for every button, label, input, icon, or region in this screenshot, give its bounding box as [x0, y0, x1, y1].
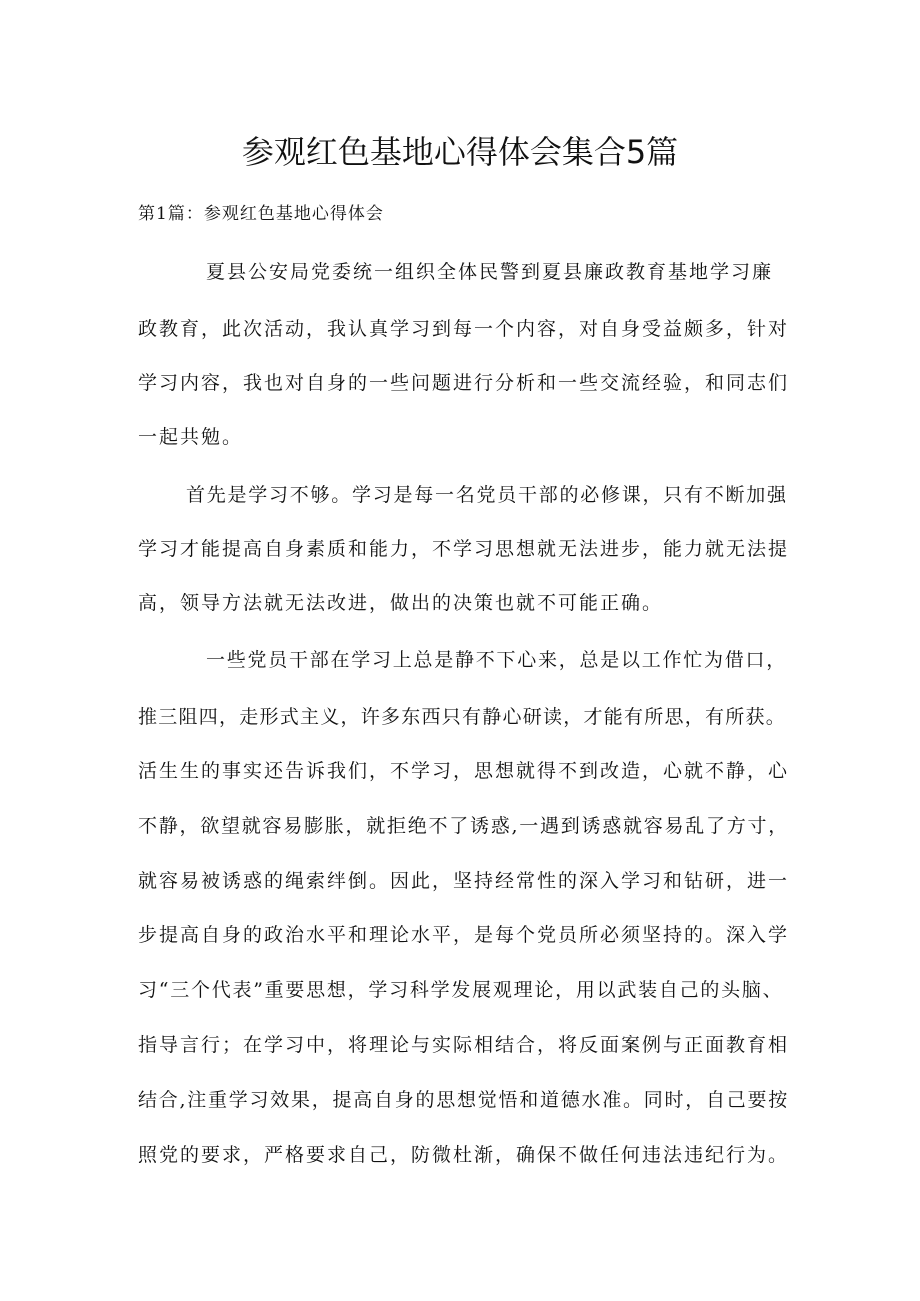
paragraph-line: 不静，欲望就容易膨胀，就拒绝不了诱惑,一遇到诱惑就容易乱了方寸， [138, 815, 790, 837]
paragraph-line: 习“三个代表”重要思想，学习科学发展观理论，用以武装自己的头脑、 [138, 979, 784, 1001]
paragraph-line: 高，领导方法就无法改进，做出的决策也就不可能正确。 [138, 592, 664, 614]
paragraph-line: 学习内容，我也对自身的一些问题进行分析和一些交流经验，和同志们 [138, 372, 790, 394]
paragraph-line: 推三阻四，走形式主义，许多东西只有静心研读，才能有所思，有所获。 [138, 706, 787, 728]
paragraph-line: 学习才能提高自身素质和能力，不学习思想就无法进步，能力就无法提 [138, 538, 790, 560]
paragraph-line: 活生生的事实还告诉我们，不学习，思想就得不到改造，心就不静，心 [138, 760, 790, 782]
paragraph-line: 一起共勉。 [138, 426, 244, 448]
paragraph-line: 首先是学习不够。学习是每一名党员干部的必修课，只有不断加强 [186, 484, 788, 506]
paragraph-line: 步提高自身的政治水平和理论水平，是每个党员所必须坚持的。深入学 [138, 924, 790, 946]
section-heading: 第1篇：参观红色基地心得体会 [138, 204, 384, 224]
paragraph-line: 照党的要求，严格要求自己，防微杜渐，确保不做任何违法违纪行为。 [138, 1144, 790, 1166]
paragraph-line: 就容易被诱惑的绳索绊倒。因此，坚持经常性的深入学习和钻研，进一 [138, 870, 790, 892]
paragraph-line: 夏县公安局党委统一组织全体民警到夏县廉政教育基地学习廉 [206, 261, 774, 283]
paragraph-line: 一些党员干部在学习上总是静不下心来，总是以工作忙为借口， [206, 649, 788, 671]
document-title: 参观红色基地心得体会集合5篇 [241, 133, 679, 171]
paragraph-line: 结合,注重学习效果，提高自身的思想觉悟和道德水准。同时，自己要按 [138, 1089, 790, 1111]
paragraph-line: 政教育，此次活动，我认真学习到每一个内容，对自身受益颇多，针对 [138, 318, 790, 340]
paragraph-line: 指导言行；在学习中，将理论与实际相结合，将反面案例与正面教育相 [138, 1034, 790, 1056]
